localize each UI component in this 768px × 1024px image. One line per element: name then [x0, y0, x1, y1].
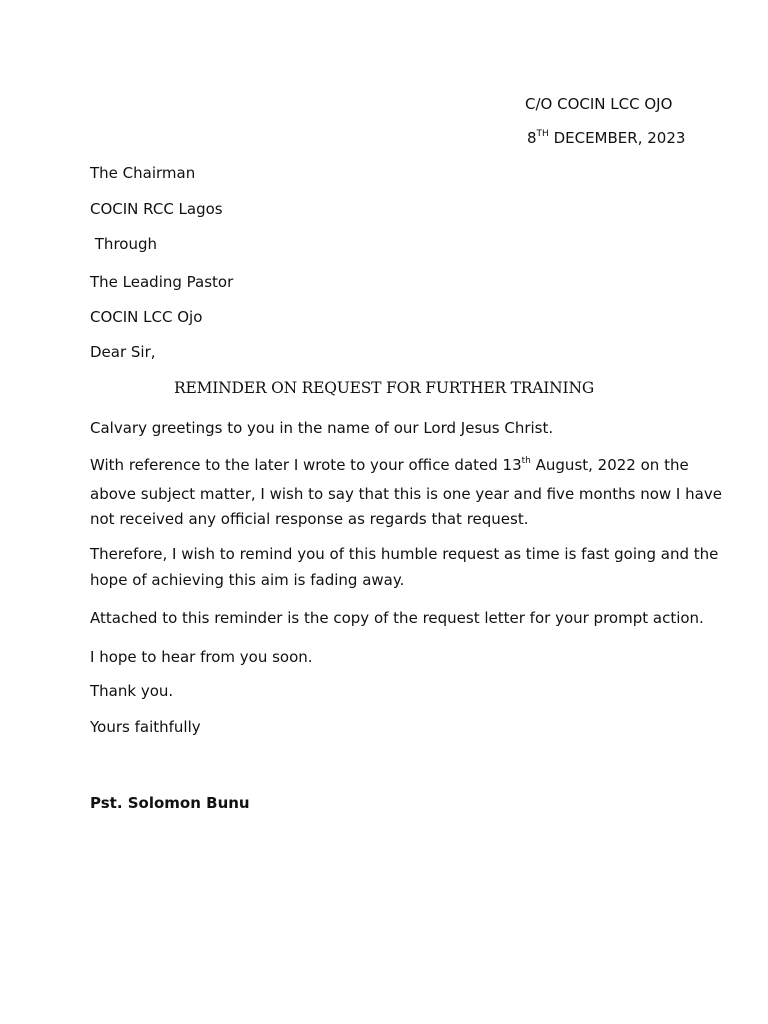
signature-name: Pst. Solomon Bunu [90, 794, 250, 812]
reference-text-start: With reference to the later I wrote to your office dated 13 [90, 456, 522, 474]
date-day: 8 [527, 129, 537, 147]
body-reference-paragraph [90, 453, 730, 533]
reference-text-end: August, 2022 on the above subject matter, I wish to say that this is one year and five months now I have not received any official response as regards that request. [90, 456, 722, 528]
salutation: Dear Sir, [90, 343, 156, 361]
letter-subject: REMINDER ON REQUEST FOR FURTHER TRAINING [173, 379, 595, 397]
reference-ordinal: th [521, 456, 531, 466]
body-thanks: Thank you. [90, 682, 174, 700]
recipient-through: Through [90, 235, 157, 253]
body-attachment-note: Attached to this reminder is the copy of the request letter for your prompt action. [90, 609, 704, 627]
recipient-org: COCIN RCC Lagos [90, 200, 223, 218]
sender-address: C/O COCIN LCC OJO [525, 95, 673, 113]
recipient-pastor: The Leading Pastor [90, 273, 234, 291]
body-hope-line: I hope to hear from you soon. [90, 648, 313, 666]
date-rest: DECEMBER, 2023 [548, 129, 686, 147]
letter-date [527, 131, 685, 146]
body-reminder-paragraph: Therefore, I wish to remind you of this humble request as time is fast going and the hope of achieving this aim is fading away. [90, 545, 719, 589]
date-ordinal: TH [536, 129, 549, 139]
closing: Yours faithfully [90, 718, 201, 736]
recipient-title: The Chairman [90, 164, 196, 182]
body-greeting: Calvary greetings to you in the name of our Lord Jesus Christ. [90, 419, 554, 437]
recipient-church: COCIN LCC Ojo [90, 308, 203, 326]
